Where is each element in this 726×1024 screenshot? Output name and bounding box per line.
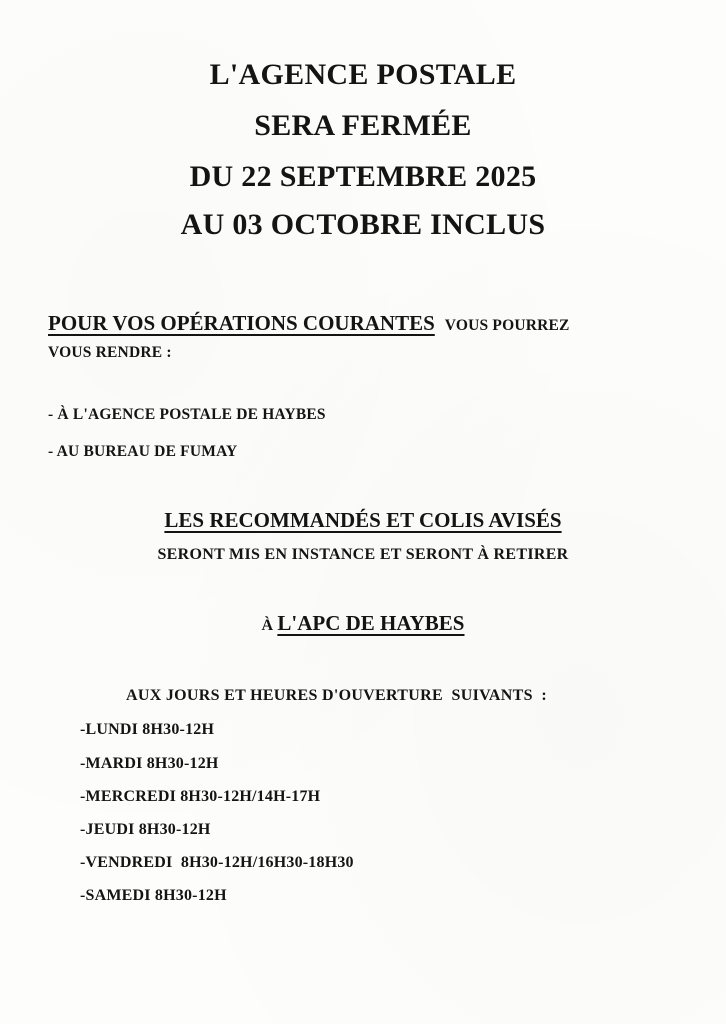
title-line-1: L'AGENCE POSTALE	[209, 58, 517, 91]
schedule-tuesday: -MARDI 8H30-12H	[80, 755, 219, 772]
pickup-location-prefix: À	[261, 617, 274, 634]
option-haybes: - À L'AGENCE POSTALE DE HAYBES	[48, 406, 326, 423]
title-line-2: SERA FERMÉE	[254, 109, 472, 142]
operations-text-line1: VOUS POURREZ	[444, 317, 570, 334]
schedule-intro: AUX JOURS ET HEURES D'OUVERTURE SUIVANTS :	[126, 687, 548, 704]
operations-text-line2: VOUS RENDRE :	[48, 344, 172, 361]
schedule-thursday: -JEUDI 8H30-12H	[80, 821, 211, 838]
schedule-monday: -LUNDI 8H30-12H	[80, 721, 215, 738]
pickup-location: L'APC DE HAYBES	[277, 611, 465, 635]
pickup-location-line	[0, 613, 726, 634]
title-line-4: AU 03 OCTOBRE INCLUS	[180, 208, 546, 241]
option-fumay: - AU BUREAU DE FUMAY	[48, 443, 238, 460]
schedule-wednesday: -MERCREDI 8H30-12H/14H-17H	[80, 788, 321, 805]
operations-line	[48, 313, 570, 334]
registered-heading: LES RECOMMANDÉS ET COLIS AVISÉS	[164, 508, 562, 532]
operations-heading: POUR VOS OPÉRATIONS COURANTES	[48, 311, 435, 335]
registered-subtext: SERONT MIS EN INSTANCE ET SERONT À RETIRER	[157, 546, 569, 563]
schedule-saturday: -SAMEDI 8H30-12H	[80, 887, 227, 904]
title-line-3: DU 22 SEPTEMBRE 2025	[189, 160, 537, 193]
schedule-friday: -VENDREDI 8H30-12H/16H30-18H30	[80, 854, 354, 871]
